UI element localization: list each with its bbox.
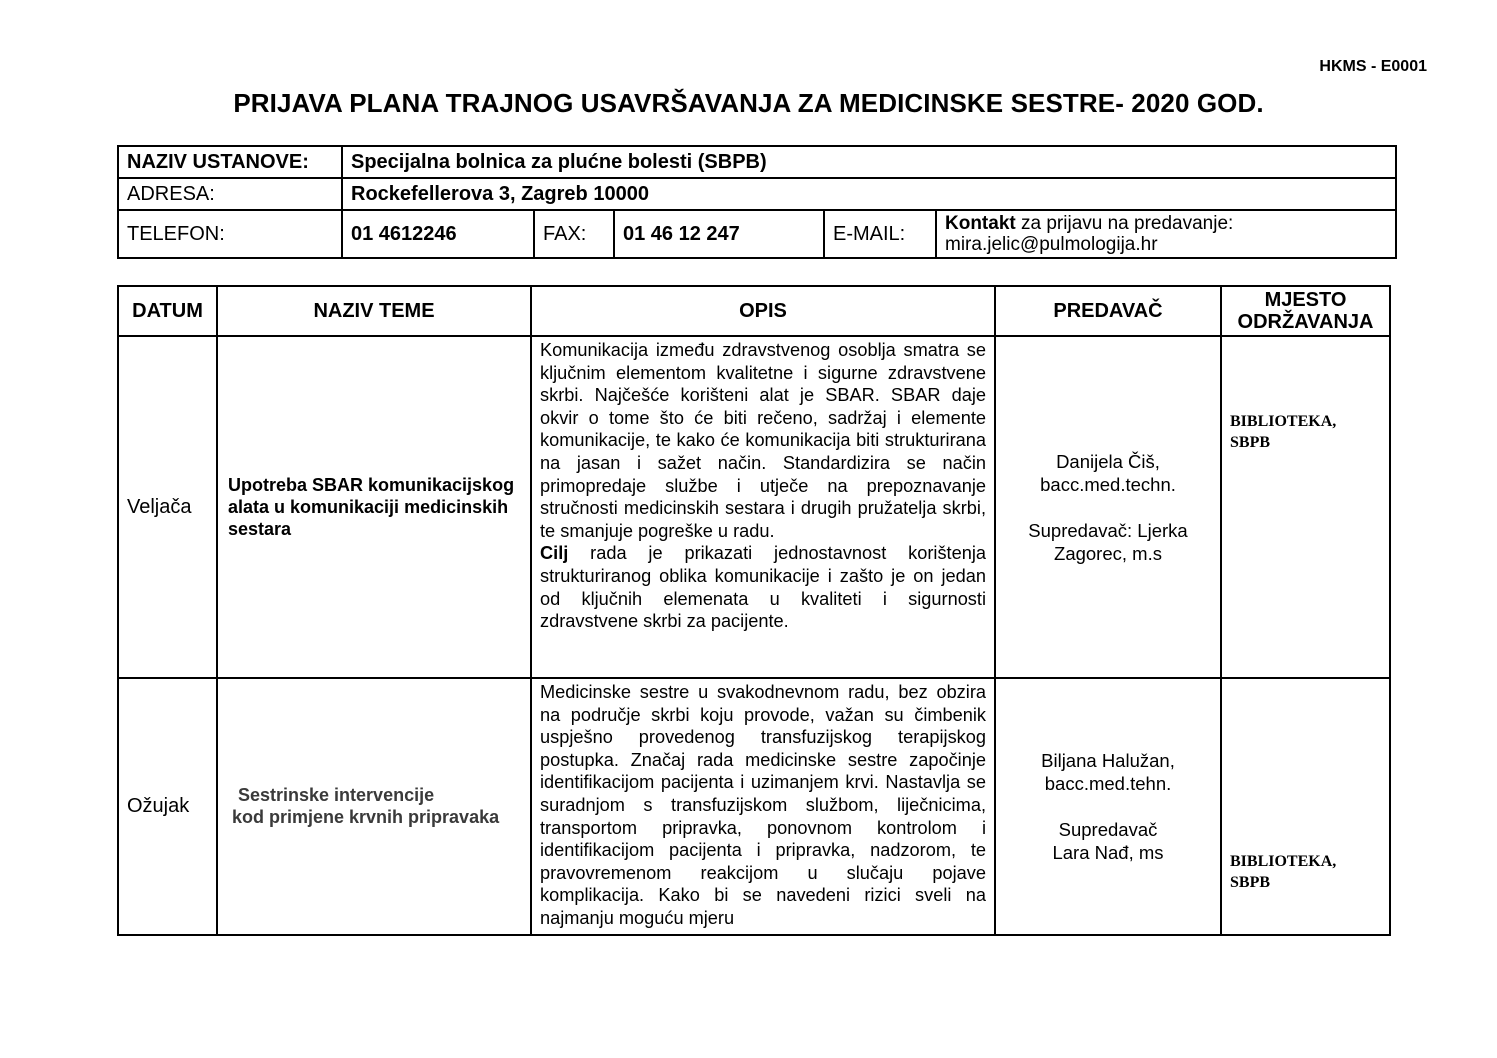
co-lecturer-name: Lara Nađ, ms bbox=[1052, 841, 1164, 863]
description-text: Komunikacija između zdravstvenog osoblja smatra se ključnim elementom kvalitetne i sigurne zdravstvene skrbi. Najčešće korišteni alat je SBAR. SBAR daje okvir o tome što će biti rečeno, sadržaj i elemente komunikacije, te kako će komunikacija biti strukturirana na jasan i sažet način. Standardizira se način primopredaje službe i utječe na prepoznavanje stručnosti medicinskih sestara i drugih pružatelja skrbi, te smanjuje pogreške u radu. bbox=[540, 340, 986, 541]
address-label: ADRESA: bbox=[118, 178, 342, 210]
description-goal-text: rada je prikazati jednostavnost korištenja strukturiranog oblika komunikacije i zašto je on jedan od ključnih elemenata u kvaliteti i sigurnosti zdravstvene skrbi za pacijente. bbox=[540, 543, 986, 632]
contact-strong: Kontakt bbox=[945, 213, 1016, 234]
description-goal-label: Cilj bbox=[540, 543, 569, 564]
fax-value: 01 46 12 247 bbox=[614, 210, 824, 258]
row-place bbox=[1221, 678, 1390, 935]
col-header-description: OPIS bbox=[531, 286, 995, 336]
institution-name-value: Specijalna bolnica za plućne bolesti (SBPB) bbox=[342, 146, 1396, 178]
page-title: PRIJAVA PLANA TRAJNOG USAVRŠAVANJA ZA MEDICINSKE SESTRE- 2020 GOD. bbox=[233, 88, 1264, 118]
place-institution: SBPB bbox=[1230, 874, 1271, 891]
place-name: BIBLIOTEKA, bbox=[1230, 853, 1337, 870]
lecturer-name: Biljana Halužan, bbox=[1041, 749, 1175, 771]
table-row bbox=[118, 336, 1390, 678]
place-name: BIBLIOTEKA, bbox=[1230, 413, 1337, 430]
col-header-theme: NAZIV TEME bbox=[217, 286, 531, 336]
row-date: Veljača bbox=[118, 336, 217, 678]
fax-label: FAX: bbox=[534, 210, 614, 258]
row-theme bbox=[217, 678, 531, 935]
row-place bbox=[1221, 336, 1390, 678]
form-code: HKMS - E0001 bbox=[1319, 58, 1427, 75]
lecturer-name: Danijela Čiš, bbox=[1056, 450, 1160, 472]
co-lecturer-label: Supredavač: Ljerka bbox=[1028, 519, 1188, 541]
contact-cell bbox=[936, 210, 1396, 258]
row-theme: Upotreba SBAR komunikacijskog alata u komunikaciji medicinskih sestara bbox=[217, 336, 531, 678]
row-lecturer bbox=[995, 678, 1221, 935]
theme-line-1: Sestrinske intervencije bbox=[238, 785, 435, 806]
institution-name-label: NAZIV USTANOVE: bbox=[118, 146, 342, 178]
co-lecturer-name: Zagorec, m.s bbox=[1054, 542, 1162, 564]
theme-line-2: kod primjene krvnih pripravaka bbox=[232, 807, 500, 828]
col-header-lecturer: PREDAVAČ bbox=[995, 286, 1221, 336]
co-lecturer-label: Supredavač bbox=[1058, 818, 1158, 840]
lecturer-title: bacc.med.tehn. bbox=[1044, 772, 1172, 794]
table-row bbox=[118, 678, 1390, 935]
contact-text: za prijavu na predavanje: bbox=[1015, 213, 1234, 234]
address-value: Rockefellerova 3, Zagreb 10000 bbox=[342, 178, 1396, 210]
row-description bbox=[531, 336, 995, 678]
institution-table bbox=[117, 145, 1397, 259]
place-institution: SBPB bbox=[1230, 434, 1271, 451]
col-header-place: MJESTO ODRŽAVANJA bbox=[1221, 286, 1390, 336]
lecturer-title: bacc.med.techn. bbox=[1040, 473, 1176, 495]
row-date: Ožujak bbox=[118, 678, 217, 935]
col-header-date: DATUM bbox=[118, 286, 217, 336]
plan-table bbox=[117, 285, 1391, 936]
phone-label: TELEFON: bbox=[118, 210, 342, 258]
row-lecturer bbox=[995, 336, 1221, 678]
email-label: E-MAIL: bbox=[824, 210, 936, 258]
row-description: Medicinske sestre u svakodnevnom radu, bez obzira na područje skrbi koju provode, važan su čimbenik uspješno provedenog transfuzijskog terapijskog postupka. Značaj rada medicinske sestre započinje identifikacijom pacijenta i uzimanjem krvi. Nastavlja se suradnjom s transfuzijskom službom, liječnicima, transportom pripravka, ponovnom kontrolom i identifikacijom pacijenta i pripravka, nadzorom, te pravovremenom reakcijom u slučaju pojave komplikacija. Kako bi se navedeni rizici sveli na najmanju moguću mjeru bbox=[531, 678, 995, 935]
phone-value: 01 4612246 bbox=[342, 210, 534, 258]
contact-email[interactable]: mira.jelic@pulmologija.hr bbox=[945, 234, 1158, 255]
